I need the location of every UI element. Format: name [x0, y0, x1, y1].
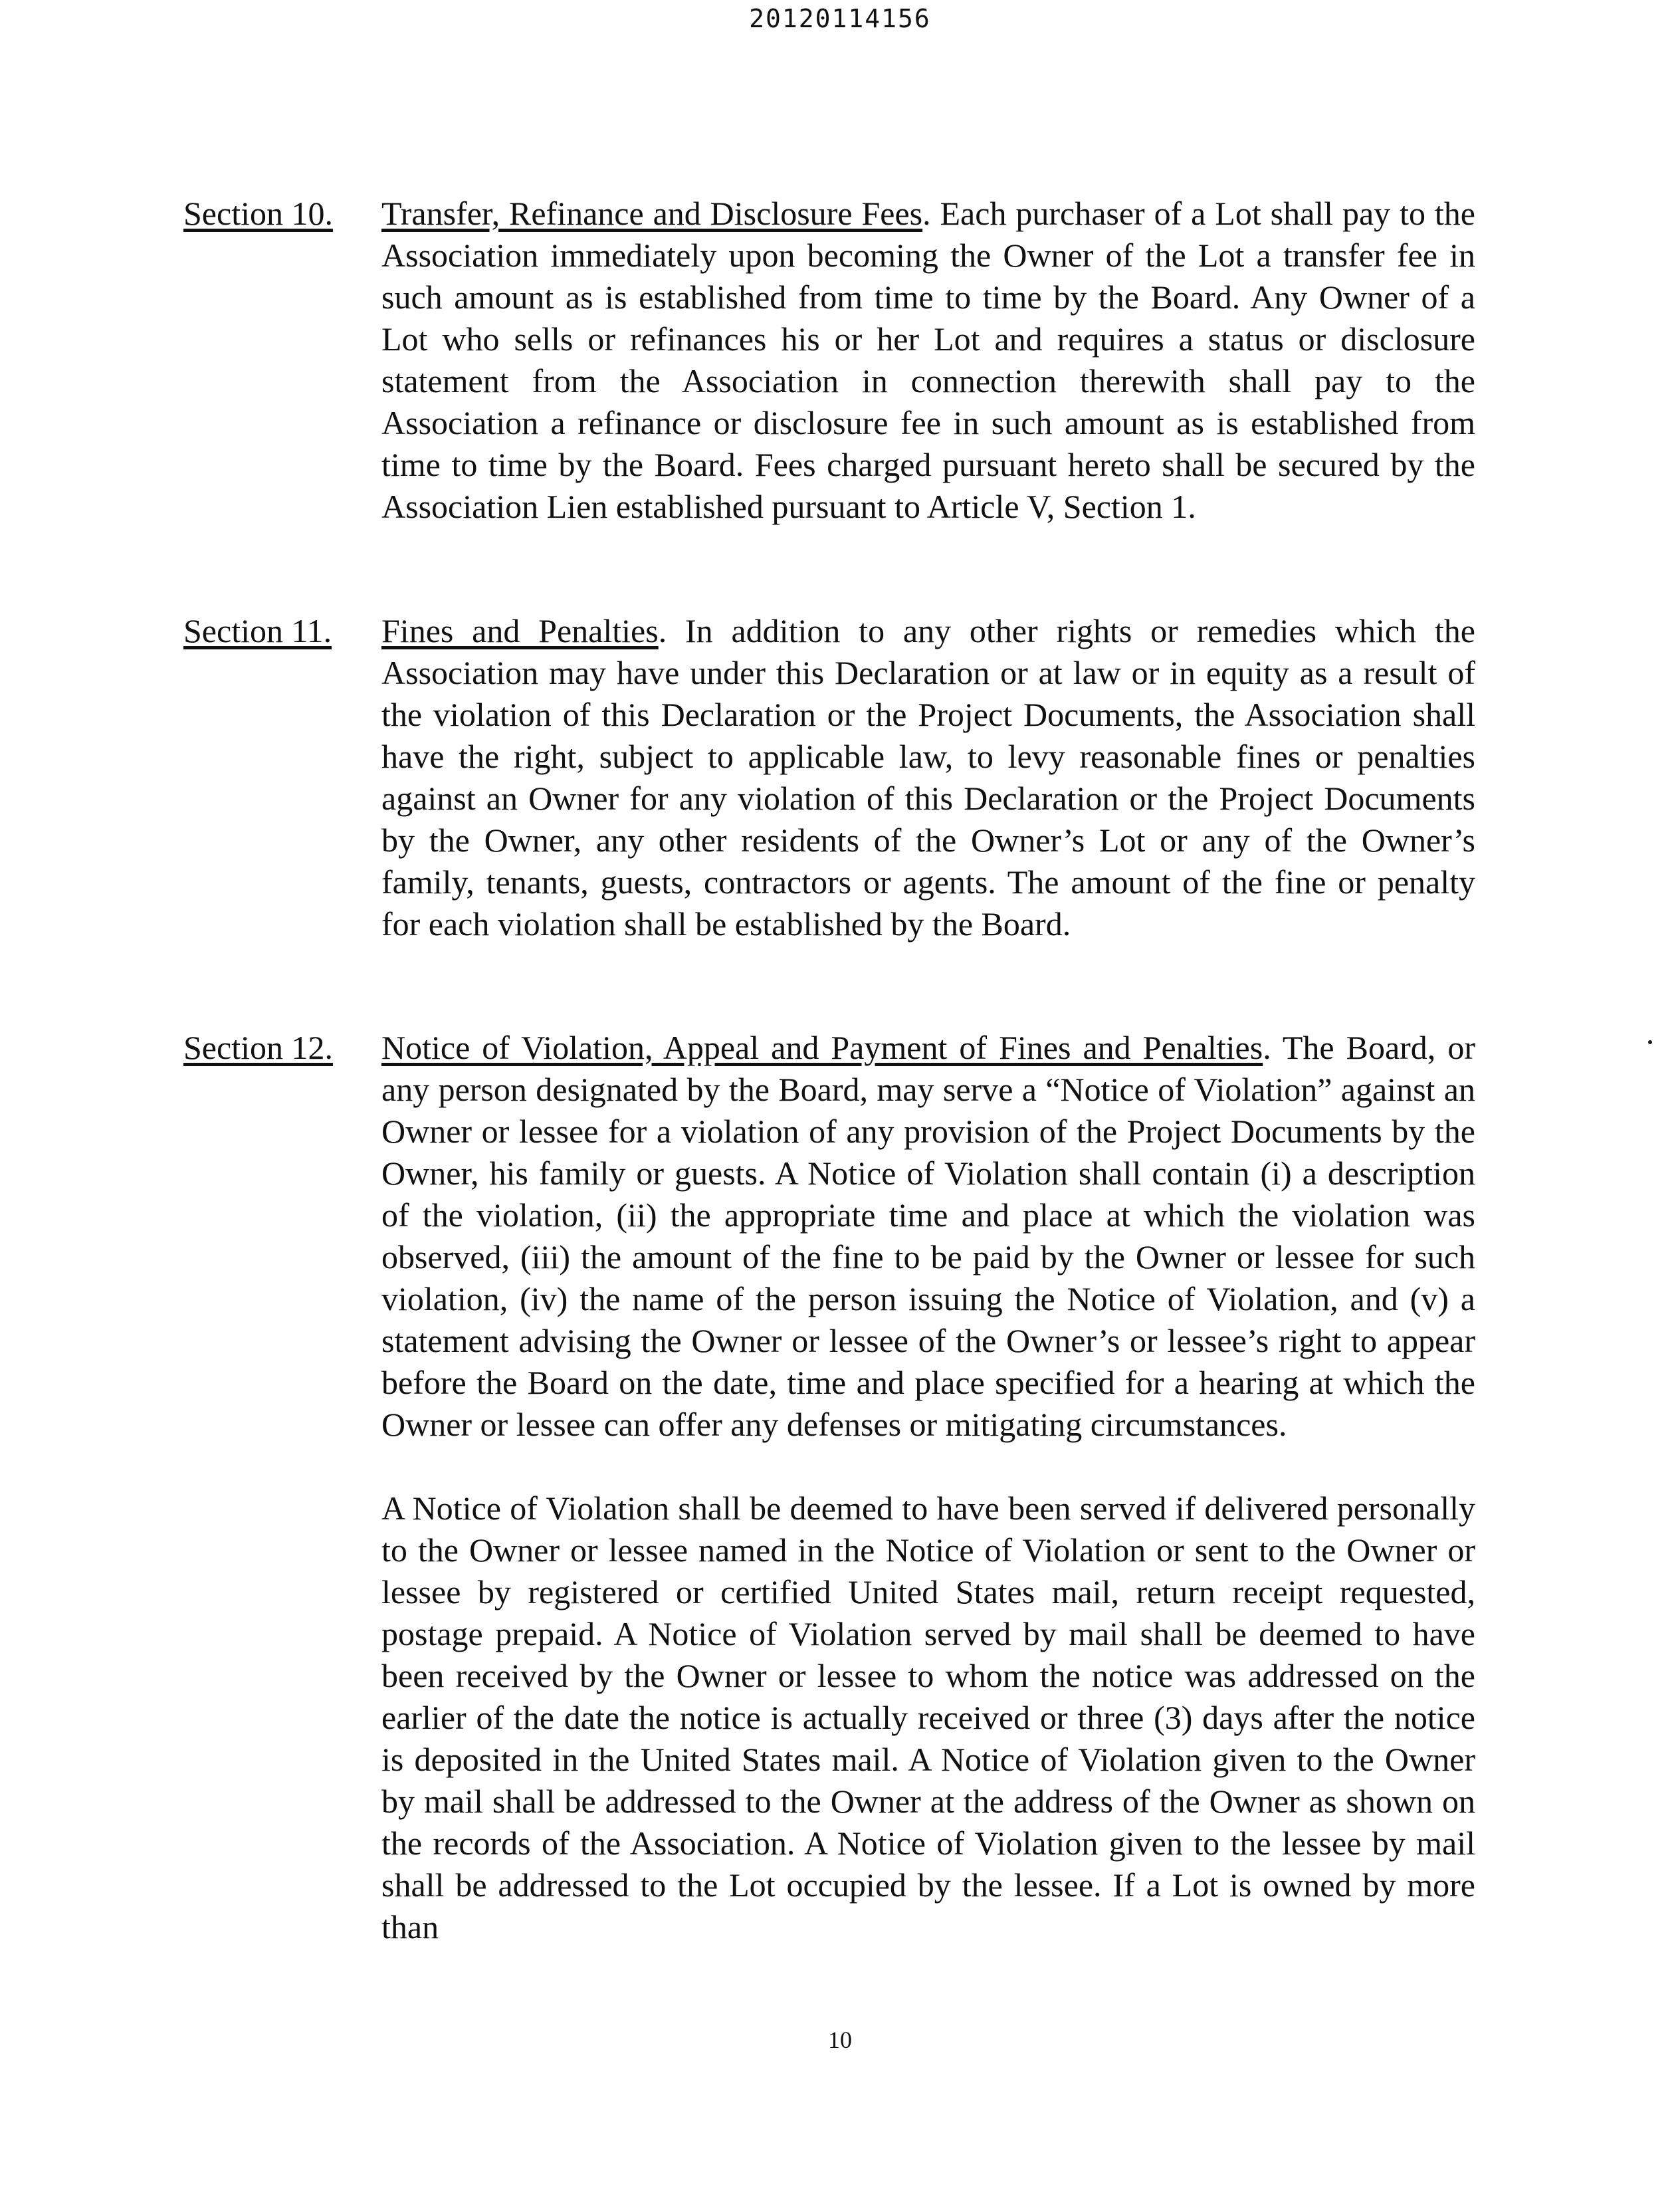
section-11 [183, 610, 1475, 945]
section-body [381, 1027, 1475, 1948]
scan-speck [1648, 1040, 1652, 1044]
section-label: Section 11. [183, 612, 332, 649]
section-heading: Notice of Violation, Appeal and Payment of Fines and Penalties [381, 1029, 1263, 1066]
page-number: 10 [828, 2027, 852, 2053]
section-paragraph-2: A Notice of Violation shall be deemed to have been served if delivered personally to the Owner or lessee named in the Notice of Violation or sent to the Owner or lessee by registered or certified United States mail, return receipt requested, postage prepaid. A Notice of Violation served by mail shall be deemed to have been received by the Owner or lessee to whom the notice was addressed on the earlier of the date the notice is actually received or three (3) days after the notice is deposited in the United States mail. A Notice of Violation given to the Owner by mail shall be addressed to the Owner at the address of the Owner as shown on the records of the Association. A Notice of Violation given to the lessee by mail shall be addressed to the Lot occupied by the lessee. If a Lot is owned by more than [381, 1490, 1475, 1945]
section-10 [183, 193, 1475, 528]
section-text: . The Board, or any person designated by the Board, may serve a “Notice of Violation” against an Owner or lessee for a violation of any provision of the Project Documents by the Owner, his family or guests. A Notice of Violation shall contain (i) a description of the violation, (ii) the appropriate time and place at which the violation was observed, (iii) the amount of the fine to be paid by the Owner or lessee for such violation, (iv) the name of the person issuing the Notice of Violation, and (v) a statement advising the Owner or lessee of the Owner’s or lessee’s right to appear before the Board on the date, time and place specified for a hearing at which the Owner or lessee can offer any defenses or mitigating circumstances. [381, 1029, 1475, 1443]
section-heading: Fines and Penalties [381, 612, 659, 649]
section-paragraph [381, 1027, 1475, 1446]
section-body [381, 610, 1475, 945]
section-paragraph [381, 193, 1475, 528]
section-text: . Each purchaser of a Lot shall pay to the Association immediately upon becoming the Owner of the Lot a transfer fee in such amount as is established from time to time by the Board. Any Owner of a Lot who sells or refinances his or her Lot and requires a status or disclosure statement from the Association in connection therewith shall pay to the Association a refinance or disclosure fee in such amount as is established from time to time by the Board. Fees charged pursuant hereto shall be secured by the Association Lien established pursuant to Article V, Section 1. [381, 195, 1475, 525]
section-text: . In addition to any other rights or remedies which the Association may have under this Declaration or at law or in equity as a result of the violation of this Declaration or the Project Documents, the Association shall have the right, subject to applicable law, to levy reasonable fines or penalties against an Owner for any violation of this Declaration or the Project Documents by the Owner, any other residents of the Owner’s Lot or any of the Owner’s family, tenants, guests, contractors or agents. The amount of the fine or penalty for each violation shall be established by the Board. [381, 612, 1476, 942]
section-label: Section 10. [183, 195, 333, 232]
document-number: 20120114156 [749, 4, 931, 33]
section-label: Section 12. [183, 1029, 333, 1066]
section-paragraph [381, 610, 1475, 945]
section-12 [183, 1027, 1475, 1948]
section-heading: Transfer, Refinance and Disclosure Fees [381, 195, 923, 232]
section-body [381, 193, 1475, 528]
